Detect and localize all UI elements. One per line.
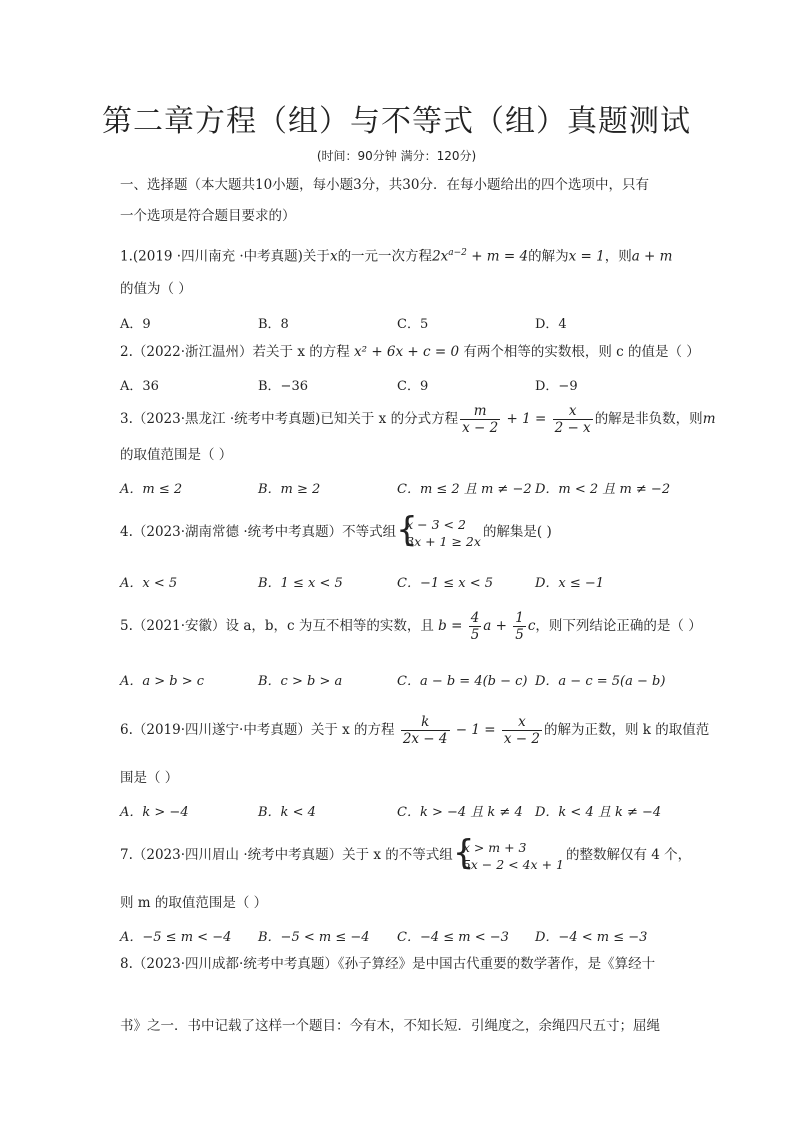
q6-f1-den: 2x − 4 xyxy=(402,731,448,747)
q5-f1-num: 4 xyxy=(470,610,480,626)
q5-eq-c: c xyxy=(527,618,536,634)
question-1 xyxy=(120,243,680,267)
q3-f1-den: x − 2 xyxy=(462,420,499,436)
q6-op: − 1 = xyxy=(451,722,500,738)
q1-option-a[interactable]: A．9 xyxy=(120,317,151,332)
question-5 xyxy=(120,608,702,644)
q5-eq-b: a + xyxy=(483,618,512,634)
q4-option-a[interactable]: A．x < 5 xyxy=(120,576,178,591)
q7-text2: 的整数解仅有 4 个， xyxy=(565,847,692,863)
q1-text3: ，则 xyxy=(604,248,632,265)
q7-option-a[interactable]: A．−5 ≤ m < −4 xyxy=(120,930,232,945)
question-3-line2: 的取值范围是（ ） xyxy=(120,447,233,463)
q4-text: 4.（2023·湖南常德 ·统考中考真题）不等式组 xyxy=(120,524,397,540)
q7-text: 7.（2023·四川眉山 ·统考中考真题）关于 x 的不等式组 xyxy=(120,847,453,863)
question-2 xyxy=(120,342,700,362)
q5-option-c[interactable]: C．a − b = 4(b − c) xyxy=(397,674,528,689)
q5-option-b[interactable]: B．c > b > a xyxy=(258,674,343,689)
q1-option-c[interactable]: C．5 xyxy=(397,317,429,332)
q3-fraction-2 xyxy=(553,403,593,436)
q4-option-c[interactable]: C．−1 ≤ x < 5 xyxy=(397,576,494,591)
q5-f1-den: 5 xyxy=(470,627,480,643)
q6-f1-num: k xyxy=(401,714,450,731)
q5-fraction-2 xyxy=(513,610,526,643)
q2-option-c[interactable]: C．9 xyxy=(397,379,429,394)
question-8-line1: 8.（2023·四川成都·统考中考真题）《孙子算经》是中国古代重要的数学著作，是《算经十 xyxy=(120,956,656,972)
q1-text2: 的解为 xyxy=(528,248,569,265)
question-8-line2: 书》之一．书中记载了这样一个题目：今有木，不知长短．引绳度之，余绳四尺五寸；屈绳 xyxy=(120,1018,660,1034)
q1-option-d[interactable]: D．4 xyxy=(535,317,567,332)
page-title: 第二章方程（组）与不等式（组）真题测试 xyxy=(102,104,691,139)
q3-option-b[interactable]: B．m ≥ 2 xyxy=(258,482,321,497)
q6-option-b[interactable]: B．k < 4 xyxy=(258,805,316,820)
q5-fraction-1 xyxy=(469,610,482,643)
q6-fraction-1 xyxy=(401,714,450,747)
q3-var: m xyxy=(702,411,716,427)
question-7-line2: 则 m 的取值范围是（ ） xyxy=(120,895,268,911)
q1-source: 1.(2019 ·四川南充 ·中考真题)关于 xyxy=(120,248,330,265)
q3-op: + 1 = xyxy=(502,411,551,427)
q4-option-d[interactable]: D．x ≤ −1 xyxy=(535,576,605,591)
q7-ineq-2: 5x − 2 < 4x + 1 xyxy=(462,856,564,872)
q5-option-d[interactable]: D．a − c = 5(a − b) xyxy=(535,674,666,689)
q2-option-d[interactable]: D．−9 xyxy=(535,379,578,394)
q1-expr-rest: + m = 4 xyxy=(466,248,529,265)
exam-time-score: (时间：90分钟 满分：120分) xyxy=(316,149,477,163)
q4-ineq-2: 3x + 1 ≥ 2x xyxy=(406,533,481,549)
q5-f2-den: 5 xyxy=(515,627,524,643)
q4-text2: 的解集是( ) xyxy=(482,524,552,540)
q5-text2: ，则下列结论正确的是（ ） xyxy=(535,618,702,634)
q6-text: 6.（2019·四川遂宁·中考真题）关于 x 的方程 xyxy=(120,722,399,738)
q6-option-c[interactable]: C．k > −4 且 k ≠ 4 xyxy=(397,805,523,820)
q3-f1-num: m xyxy=(460,403,500,420)
q7-ineq-1: { x > m + 3 xyxy=(462,839,527,855)
q1-solution: x = 1 xyxy=(568,248,605,265)
q6-f2-num: x xyxy=(502,714,542,731)
q1-var-x: x xyxy=(329,248,338,265)
q6-text2: 的解为正数，则 k 的取值范 xyxy=(544,722,710,738)
q5-text: 5.（2021·安徽）设 a，b，c 为互不相等的实数，且 xyxy=(120,618,439,634)
q5-f2-num: 1 xyxy=(515,610,524,626)
q1-option-b[interactable]: B．8 xyxy=(258,317,289,332)
q3-text: 3.（2023·黑龙江 ·统考中考真题)已知关于 x 的分式方程 xyxy=(120,411,459,427)
q3-option-a[interactable]: A．m ≤ 2 xyxy=(120,482,183,497)
q4-inequality-system xyxy=(398,516,481,550)
q2-option-a[interactable]: A．36 xyxy=(120,379,159,394)
q2-option-b[interactable]: B．−36 xyxy=(258,379,308,394)
q2-equation: x² + 6x + c = 0 xyxy=(354,344,460,360)
q6-option-a[interactable]: A．k > −4 xyxy=(120,805,189,820)
q7-option-d[interactable]: D．−4 < m ≤ −3 xyxy=(535,930,648,945)
question-7 xyxy=(120,835,692,875)
q5-option-a[interactable]: A．a > b > c xyxy=(120,674,205,689)
q1-expr: 2x xyxy=(432,248,449,265)
section-heading-line2: 一个选项是符合题目要求的） xyxy=(120,208,296,224)
q2-text2: 有两个相等的实数根，则 c 的值是（ ） xyxy=(459,344,700,360)
question-3 xyxy=(120,402,716,436)
q7-option-c[interactable]: C．−4 ≤ m < −3 xyxy=(397,930,509,945)
q2-text: 2.（2022·浙江温州）若关于 x 的方程 xyxy=(120,344,355,360)
q7-option-b[interactable]: B．−5 < m ≤ −4 xyxy=(258,930,370,945)
q1-target: a + m xyxy=(631,248,673,265)
q4-option-b[interactable]: B．1 ≤ x < 5 xyxy=(258,576,343,591)
q3-f2-num: x xyxy=(553,403,593,420)
q3-text2: 的解是非负数，则 xyxy=(594,411,703,427)
q3-option-c[interactable]: C．m ≤ 2 且 m ≠ −2 xyxy=(397,482,532,497)
q6-f2-den: x − 2 xyxy=(503,731,540,747)
question-1-line2: 的值为（ ） xyxy=(120,281,192,297)
q3-fraction-1 xyxy=(460,403,500,436)
question-6-line2: 围是（ ） xyxy=(120,770,179,786)
q3-f2-den: 2 − x xyxy=(554,420,591,436)
question-6 xyxy=(120,712,710,748)
q6-option-d[interactable]: D．k < 4 且 k ≠ −4 xyxy=(535,805,662,820)
q1-exponent: a−2 xyxy=(448,248,467,258)
question-4 xyxy=(120,512,680,552)
q7-inequality-system xyxy=(455,839,564,873)
q4-ineq-1: { x − 3 < 2 xyxy=(406,516,466,532)
q3-option-d[interactable]: D．m < 2 且 m ≠ −2 xyxy=(535,482,671,497)
q1-text: 的一元一次方程 xyxy=(337,248,433,265)
q5-eq-a: b = xyxy=(438,618,467,634)
section-heading-line1: 一、选择题（本大题共10小题，每小题3分，共30分．在每小题给出的四个选项中，只有 xyxy=(120,177,649,193)
q6-fraction-2 xyxy=(502,714,542,747)
